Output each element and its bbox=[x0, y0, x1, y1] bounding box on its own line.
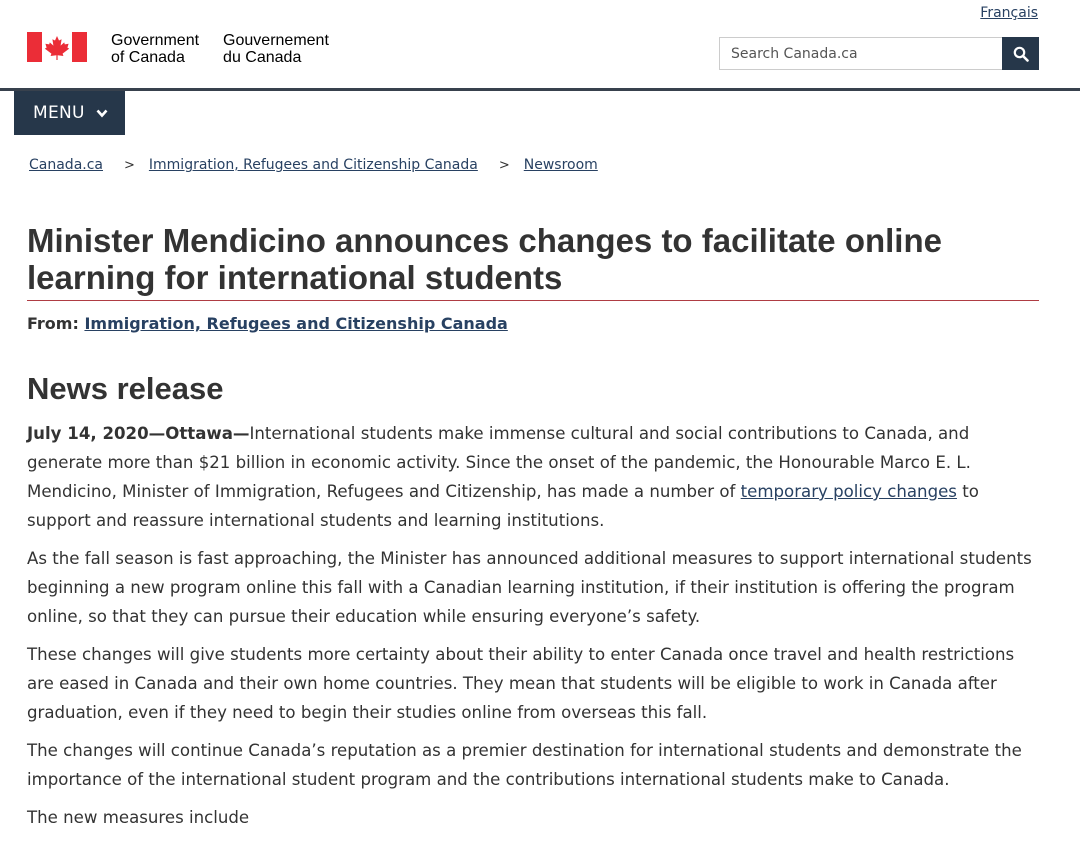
paragraph-1-text: International students make immense cultural and social contributions to Canada, and generate more than $21 billion in economic activity. Since the onset of the pandemic, the Honourable Marco E. L. Mendicino, Minister of Immigration, Refugees and Citizenship, has made a number of bbox=[27, 424, 971, 501]
from-department-link[interactable]: Immigration, Refugees and Citizenship Canada bbox=[84, 314, 508, 333]
title-underline bbox=[27, 300, 1039, 301]
header-divider bbox=[0, 88, 1080, 91]
from-label: From: bbox=[27, 314, 79, 333]
page-title: Minister Mendicino announces changes to facilitate online learning for international students bbox=[27, 222, 942, 296]
menu-label: MENU bbox=[33, 103, 85, 123]
signature-english-line2: of Canada bbox=[111, 49, 185, 66]
breadcrumb-separator-icon: > bbox=[124, 157, 135, 173]
paragraph-1-tail: to support and reassure international students and learning institutions. bbox=[27, 482, 979, 530]
article-body bbox=[27, 419, 1042, 841]
breadcrumb-canada-link[interactable]: Canada.ca bbox=[29, 157, 103, 173]
site-search bbox=[719, 37, 1039, 70]
paragraph-2: As the fall season is fast approaching, the Minister has announced additional measures to support international students beginning a new program online this fall with a Canadian learning institution, if their institution is offering the program online, so that they can pursue their education while ensuring everyone’s safety. bbox=[27, 549, 1032, 626]
paragraph-1 bbox=[27, 419, 1042, 535]
language-toggle-link[interactable]: Français bbox=[980, 5, 1038, 21]
section-heading: News release bbox=[27, 371, 224, 406]
signature-french-line1: Gouvernement bbox=[223, 32, 329, 49]
temporary-policy-changes-link[interactable]: temporary policy changes bbox=[740, 482, 957, 501]
breadcrumb bbox=[29, 157, 598, 173]
from-line bbox=[27, 314, 508, 333]
canada-flag-icon bbox=[27, 32, 87, 62]
breadcrumb-ircc-link[interactable]: Immigration, Refugees and Citizenship Canada bbox=[148, 157, 478, 173]
signature-english-line1: Government bbox=[111, 32, 200, 49]
chevron-down-icon bbox=[96, 109, 108, 118]
menu-button[interactable] bbox=[14, 91, 125, 135]
government-signature[interactable] bbox=[27, 32, 329, 66]
paragraph-5: The new measures include bbox=[27, 808, 250, 827]
search-input[interactable]: Search Canada.ca bbox=[719, 37, 1002, 70]
signature-english bbox=[111, 32, 199, 66]
breadcrumb-separator-icon: > bbox=[498, 157, 510, 173]
dateline: July 14, 2020—Ottawa— bbox=[27, 424, 250, 443]
breadcrumb-newsroom-link[interactable]: Newsroom bbox=[523, 157, 598, 173]
search-icon bbox=[1013, 46, 1029, 62]
site-header bbox=[27, 26, 1039, 74]
signature-french bbox=[223, 32, 329, 66]
paragraph-4: The changes will continue Canada’s reputation as a premier destination for international students and demonstrate the importance of the international student program and the contributions international students make to Canada. bbox=[27, 741, 1022, 789]
paragraph-3: These changes will give students more certainty about their ability to enter Canada once travel and health restrictions are eased in Canada and their own home countries. They mean that students will be eligible to work in Canada after graduation, even if they need to begin their studies online from overseas this fall. bbox=[27, 645, 1015, 722]
search-button[interactable] bbox=[1002, 37, 1039, 70]
signature-french-line2: du Canada bbox=[223, 49, 302, 66]
